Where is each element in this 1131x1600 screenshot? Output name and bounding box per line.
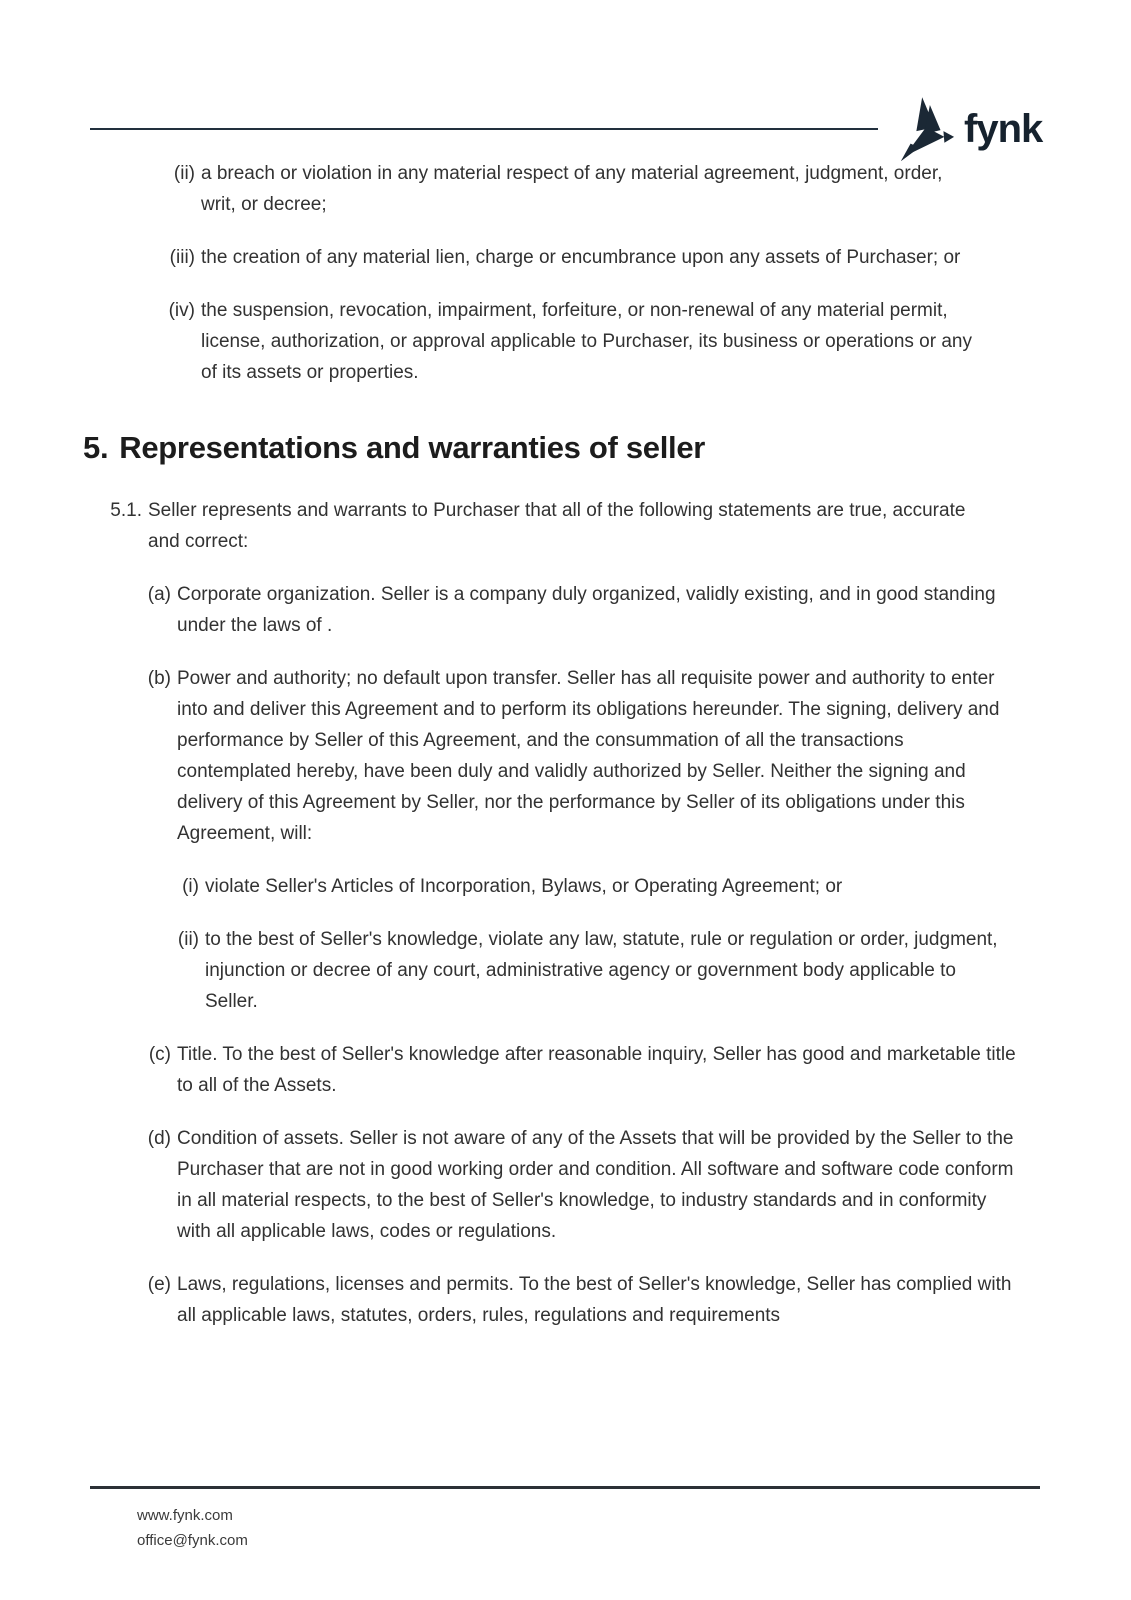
list-item-e: [90, 1269, 1041, 1331]
header-rule: [90, 128, 878, 130]
item-text: the suspension, revocation, impairment, forfeiture, or non-renewal of any material permit, license, authorization, or approval applicable to Purchaser, its business or operations or any of its assets or properties.: [201, 300, 972, 383]
item-text: Power and authority; no default upon transfer. Seller has all requisite power and authority to enter into and deliver this Agreement and to perform its obligations hereunder. The signing, delivery and performance by Seller of this Agreement, and the consummation of all the transactions contemplated hereby, have been duly and validly authorized by Seller. Neither the signing and delivery of this Agreement by Seller, nor the performance by Seller of its obligations under this Agreement, will:: [177, 668, 1000, 844]
section-heading: [83, 428, 1041, 468]
item-text: Corporate organization. Seller is a company duly organized, validly existing, and in good standing under the laws of .: [177, 584, 996, 636]
list-item-a: [90, 579, 1041, 641]
item-text: Laws, regulations, licenses and permits. To the best of Seller's knowledge, Seller has complied with all applicable laws, statutes, orders, rules, regulations and requirements: [177, 1274, 1012, 1326]
item-text: Title. To the best of Seller's knowledge after reasonable inquiry, Seller has good and marketable title to all of the Assets.: [177, 1044, 1016, 1096]
item-marker: (d): [147, 1128, 171, 1149]
list-item-d: [90, 1123, 1041, 1247]
item-marker: (c): [148, 1044, 171, 1065]
list-item-b-i: [90, 871, 1041, 902]
brand-name: fynk: [964, 107, 1043, 151]
section-number: 5.: [83, 430, 109, 465]
clause-5-1: [90, 495, 1041, 557]
list-item-c: [90, 1039, 1041, 1101]
item-marker: (iii): [169, 247, 195, 268]
footer-website: www.fynk.com: [137, 1507, 233, 1524]
item-text: the creation of any material lien, charge or encumbrance upon any assets of Purchaser; or: [201, 247, 961, 268]
item-marker: (a): [147, 584, 171, 605]
list-item-b: [90, 663, 1041, 849]
item-marker: (iv): [168, 300, 195, 321]
page-footer: [137, 1503, 248, 1553]
item-marker: 5.1.: [110, 500, 142, 521]
list-item-iv: [90, 295, 1041, 388]
item-text: violate Seller's Articles of Incorporation, Bylaws, or Operating Agreement; or: [205, 876, 843, 897]
footer-email: office@fynk.com: [137, 1532, 248, 1549]
item-marker: (ii): [173, 163, 195, 184]
list-item-ii: [90, 158, 1041, 220]
item-marker: (ii): [177, 929, 199, 950]
item-marker: (e): [147, 1274, 171, 1295]
item-text: Seller represents and warrants to Purchaser that all of the following statements are true, accurate and correct:: [148, 500, 966, 552]
item-text: Condition of assets. Seller is not aware of any of the Assets that will be provided by the Seller to the Purchaser that are not in good working order and condition. All software and software code conform in all material respects, to the best of Seller's knowledge, to industry standards and in conformity with all applicable laws, codes or regulations.: [177, 1128, 1014, 1242]
item-text: to the best of Seller's knowledge, violate any law, statute, rule or regulation or order, judgment, injunction or decree of any court, administrative agency or government body applicable to Seller.: [205, 929, 998, 1012]
section-title: Representations and warranties of seller: [119, 430, 706, 465]
item-text: a breach or violation in any material respect of any material agreement, judgment, order, writ, or decree;: [201, 163, 943, 215]
footer-rule: [90, 1486, 1040, 1489]
list-item-iii: [90, 242, 1041, 273]
list-item-b-ii: [90, 924, 1041, 1017]
item-marker: (b): [147, 668, 171, 689]
item-marker: (i): [182, 876, 199, 897]
document-content: [83, 158, 1041, 1353]
